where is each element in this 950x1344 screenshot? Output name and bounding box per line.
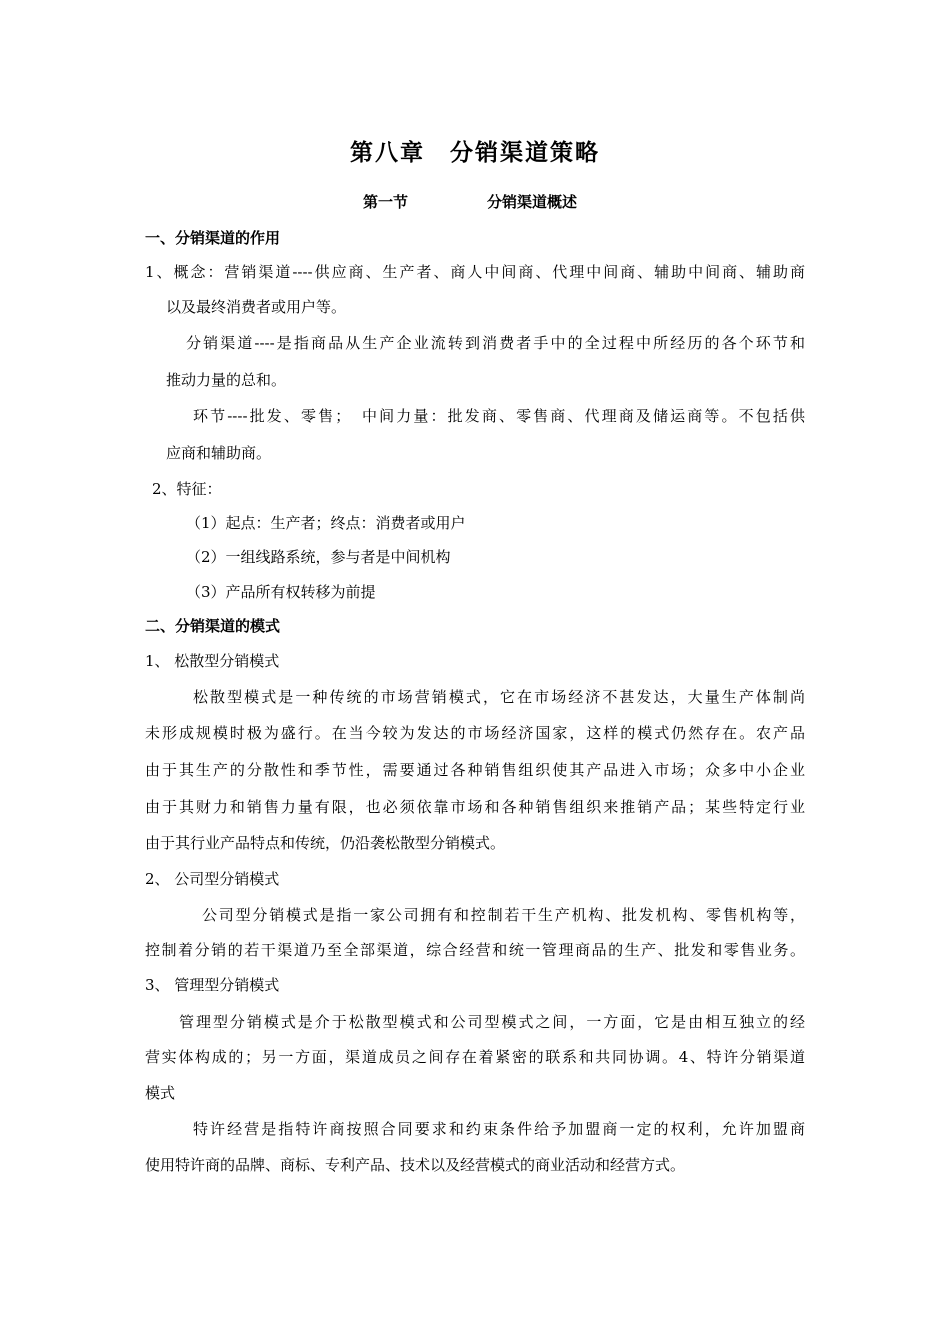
paragraph-line: 由于其生产的分散性和季节性，需要通过各种销售组织使其产品进入市场；众多中小企业 [145, 761, 805, 779]
paragraph-line: 1、概念：营销渠道----供应商、生产者、商人中间商、代理中间商、辅助中间商、辅助商 [145, 263, 805, 281]
paragraph-line: 由于其财力和销售力量有限，也必须依靠市场和各种销售组织来推销产品；某些特定行业 [145, 798, 805, 816]
list-item: （2）一组线路系统，参与者是中间机构 [186, 548, 451, 566]
paragraph-line: 应商和辅助商。 [166, 444, 272, 462]
paragraph-line: 松散型模式是一种传统的市场营销模式，它在市场经济不甚发达，大量生产体制尚 [193, 688, 805, 706]
section-number: 第一节 [363, 193, 409, 211]
paragraph-line: 营实体构成的；另一方面，渠道成员之间存在着紧密的联系和共同协调。4、特许分销渠道 [145, 1048, 805, 1066]
paragraph-line: 模式 [145, 1084, 176, 1102]
paragraph-line: 推动力量的总和。 [166, 371, 287, 389]
list-item: （1）起点：生产者；终点：消费者或用户 [186, 514, 466, 532]
paragraph-line: 管理型分销模式是介于松散型模式和公司型模式之间，一方面，它是由相互独立的经 [179, 1013, 805, 1031]
section-name: 分销渠道概述 [487, 193, 578, 211]
heading-channel-role: 一、分销渠道的作用 [145, 229, 281, 247]
subheading: 3、 管理型分销模式 [145, 976, 280, 994]
paragraph-line: 以及最终消费者或用户等。 [166, 298, 347, 316]
paragraph-line: 使用特许商的品牌、商标、专利产品、技术以及经营模式的商业活动和经营方式。 [145, 1156, 686, 1174]
paragraph-line: 公司型分销模式是指一家公司拥有和控制若干生产机构、批发机构、零售机构等， [202, 906, 805, 924]
paragraph-line: 分销渠道----是指商品从生产企业流转到消费者手中的全过程中所经历的各个环节和 [186, 334, 805, 352]
paragraph-line: 控制着分销的若干渠道乃至全部渠道，综合经营和统一管理商品的生产、批发和零售业务。 [145, 941, 805, 959]
chapter-title: 第八章 分销渠道策略 [350, 139, 600, 166]
subheading: 1、 松散型分销模式 [145, 652, 280, 670]
paragraph-line: 2、特征： [152, 480, 222, 498]
paragraph-line: 特许经营是指特许商按照合同要求和约束条件给予加盟商一定的权利，允许加盟商 [193, 1120, 805, 1138]
paragraph-line: 未形成规模时极为盛行。在当今较为发达的市场经济国家，这样的模式仍然存在。农产品 [145, 724, 805, 742]
list-item: （3）产品所有权转移为前提 [186, 583, 376, 601]
paragraph-line: 环节----批发、零售； 中间力量：批发商、零售商、代理商及储运商等。不包括供 [193, 407, 805, 425]
paragraph-line: 由于其行业产品特点和传统，仍沿袭松散型分销模式。 [145, 834, 506, 852]
subheading: 2、 公司型分销模式 [145, 870, 280, 888]
heading-channel-modes: 二、分销渠道的模式 [145, 617, 281, 635]
